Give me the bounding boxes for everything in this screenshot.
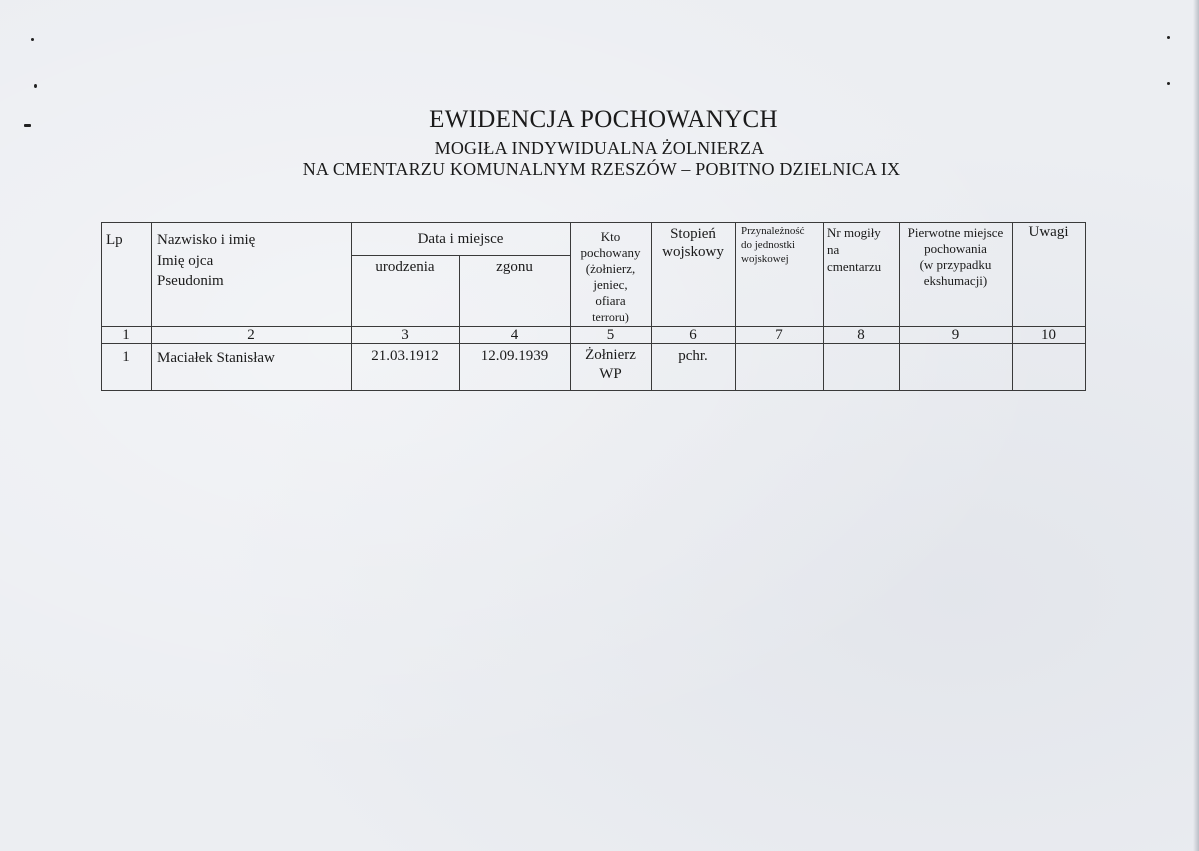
column-number: 9 bbox=[951, 327, 960, 343]
header-notes: Uwagi bbox=[1028, 224, 1069, 240]
header-who-buried: terroru) bbox=[592, 310, 629, 324]
row-name: Maciałek Stanisław bbox=[157, 350, 275, 366]
header-who-buried: Kto bbox=[600, 229, 621, 244]
header-unit: wojskowej bbox=[741, 253, 789, 265]
document-subtitle: MOGIŁA INDYWIDUALNA ŻOLNIERZA bbox=[434, 138, 765, 158]
column-number: 2 bbox=[247, 327, 255, 343]
document-title: EWIDENCJA POCHOWANYCH bbox=[429, 106, 778, 133]
column-number: 4 bbox=[510, 327, 519, 343]
row-who-buried: WP bbox=[599, 366, 622, 382]
scan-speck bbox=[34, 84, 37, 88]
header-grave-number: na bbox=[827, 242, 840, 257]
column-number: 5 bbox=[606, 327, 615, 343]
header-pseudonym: Pseudonim bbox=[157, 273, 224, 289]
row-who-buried: Żołnierz bbox=[585, 347, 636, 363]
header-original-burial: (w przypadku bbox=[919, 257, 992, 272]
burial-register-table bbox=[101, 222, 1086, 391]
header-grave-number: cmentarzu bbox=[827, 259, 882, 274]
column-number: 6 bbox=[689, 327, 697, 343]
scan-speck bbox=[1167, 36, 1170, 39]
header-name: Nazwisko i imię bbox=[157, 232, 256, 248]
header-original-burial: Pierwotne miejsce bbox=[907, 225, 1004, 240]
header-rank: Stopień bbox=[670, 226, 716, 242]
scan-speck bbox=[1167, 82, 1170, 85]
header-who-buried: pochowany bbox=[580, 245, 641, 260]
header-who-buried: jeniec, bbox=[593, 277, 628, 292]
header-unit: Przynależność bbox=[741, 225, 805, 237]
column-number: 7 bbox=[775, 327, 783, 343]
header-death: zgonu bbox=[496, 259, 533, 275]
row-rank: pchr. bbox=[678, 348, 708, 364]
header-who-buried: (żołnierz, bbox=[585, 261, 636, 276]
document-subtitle-location: NA CMENTARZU KOMUNALNYM RZESZÓW – POBITNO DZIELNICA IX bbox=[302, 159, 901, 179]
row-birth-date: 21.03.1912 bbox=[371, 348, 439, 364]
header-lp: Lp bbox=[106, 232, 123, 248]
header-grave-number: Nr mogiły bbox=[827, 225, 881, 240]
header-rank: wojskowy bbox=[662, 244, 724, 260]
column-number: 3 bbox=[401, 327, 409, 343]
header-birth: urodzenia bbox=[375, 259, 435, 275]
column-number: 1 bbox=[122, 327, 130, 343]
header-who-buried: ofiara bbox=[595, 293, 626, 308]
column-number: 8 bbox=[857, 327, 865, 343]
row-death-date: 12.09.1939 bbox=[480, 348, 549, 364]
header-date-place: Data i miejsce bbox=[417, 231, 504, 247]
row-lp: 1 bbox=[122, 349, 130, 365]
header-original-burial: pochowania bbox=[924, 241, 987, 256]
header-original-burial: ekshumacji) bbox=[923, 273, 988, 288]
column-number: 10 bbox=[1041, 327, 1056, 343]
scan-speck bbox=[31, 38, 34, 41]
header-father-name: Imię ojca bbox=[157, 253, 214, 269]
header-unit: do jednostki bbox=[741, 239, 796, 251]
